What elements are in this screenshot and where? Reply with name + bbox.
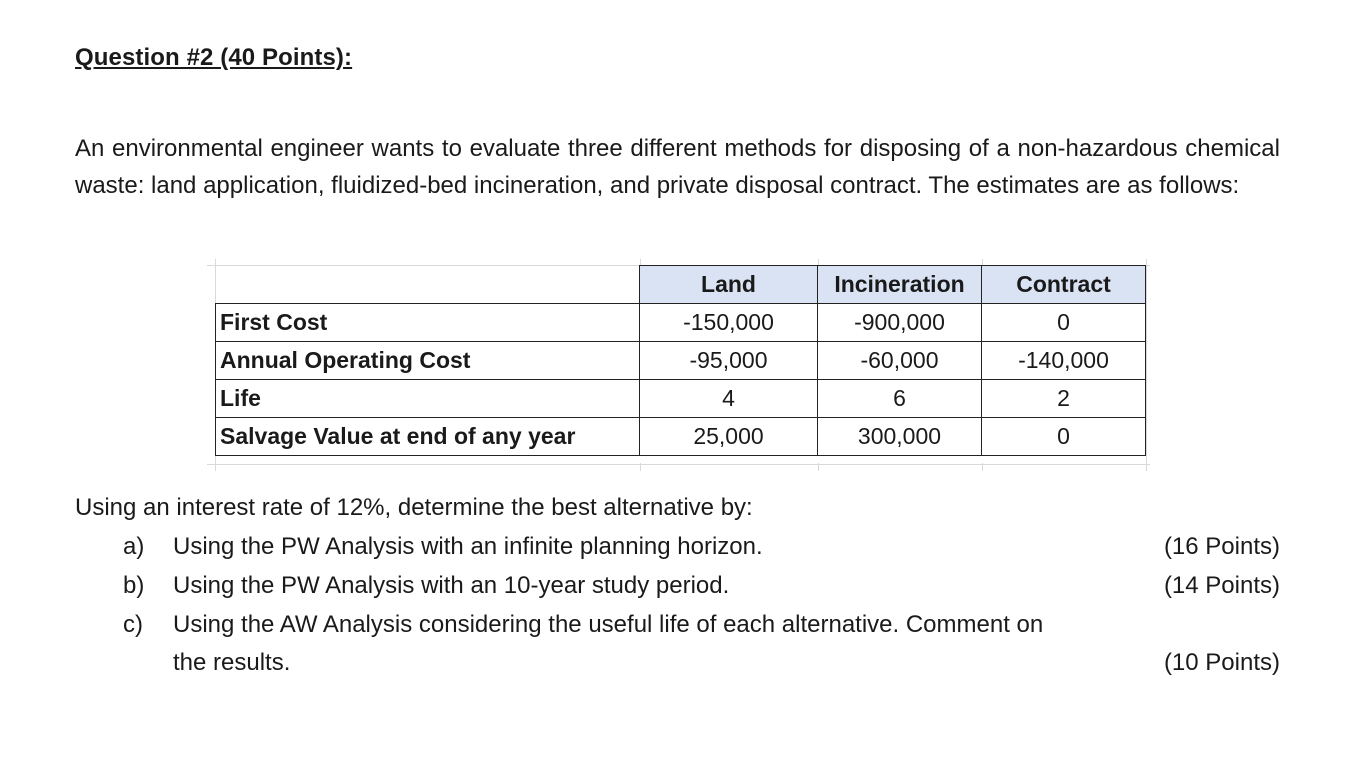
part-points: (10 Points) <box>1163 649 1280 676</box>
table-cell: 25,000 <box>640 418 818 456</box>
table-cell: 300,000 <box>818 418 982 456</box>
part-letter: c) <box>123 611 143 638</box>
row-label: First Cost <box>216 304 640 342</box>
row-label: Life <box>216 380 640 418</box>
table-cell: -95,000 <box>640 342 818 380</box>
table-cell: -150,000 <box>640 304 818 342</box>
table-cell: -140,000 <box>982 342 1146 380</box>
intro-paragraph: An environmental engineer wants to evaluate three different methods for disposing of a non-hazardous chemical waste: land application, fluidized-bed incineration, and private disposal contract. The estimates are as follows: <box>75 135 1280 199</box>
table-row <box>216 380 1146 418</box>
part-points: (14 Points) <box>1163 572 1280 599</box>
table-cell: 2 <box>982 380 1146 418</box>
table-cell: 0 <box>982 418 1146 456</box>
table-row <box>216 418 1146 456</box>
table-header-row <box>216 266 1146 304</box>
part-letter: b) <box>123 572 145 599</box>
part-text-continued: the results. <box>173 649 291 676</box>
table-row <box>216 342 1146 380</box>
question-heading: Question #2 (40 Points): <box>75 44 353 71</box>
part-text: Using the PW Analysis with an infinite planning horizon. <box>173 533 763 560</box>
row-label: Salvage Value at end of any year <box>216 418 640 456</box>
column-header: Incineration <box>818 266 982 304</box>
part-points: (16 Points) <box>1163 533 1280 560</box>
row-label: Annual Operating Cost <box>216 342 640 380</box>
column-header: Contract <box>982 266 1146 304</box>
column-header: Land <box>640 266 818 304</box>
part-letter: a) <box>123 533 145 560</box>
table-cell: 4 <box>640 380 818 418</box>
table-corner <box>216 266 640 304</box>
table-cell: 0 <box>982 304 1146 342</box>
instructions-prompt: Using an interest rate of 12%, determine the best alternative by: <box>75 494 753 521</box>
table-cell: -900,000 <box>818 304 982 342</box>
part-text: Using the PW Analysis with an 10-year study period. <box>173 572 730 599</box>
table-cell: -60,000 <box>818 342 982 380</box>
table-cell: 6 <box>818 380 982 418</box>
estimates-table <box>215 265 1146 456</box>
part-text: Using the AW Analysis considering the useful life of each alternative. Comment on <box>173 611 1044 638</box>
table-row <box>216 304 1146 342</box>
